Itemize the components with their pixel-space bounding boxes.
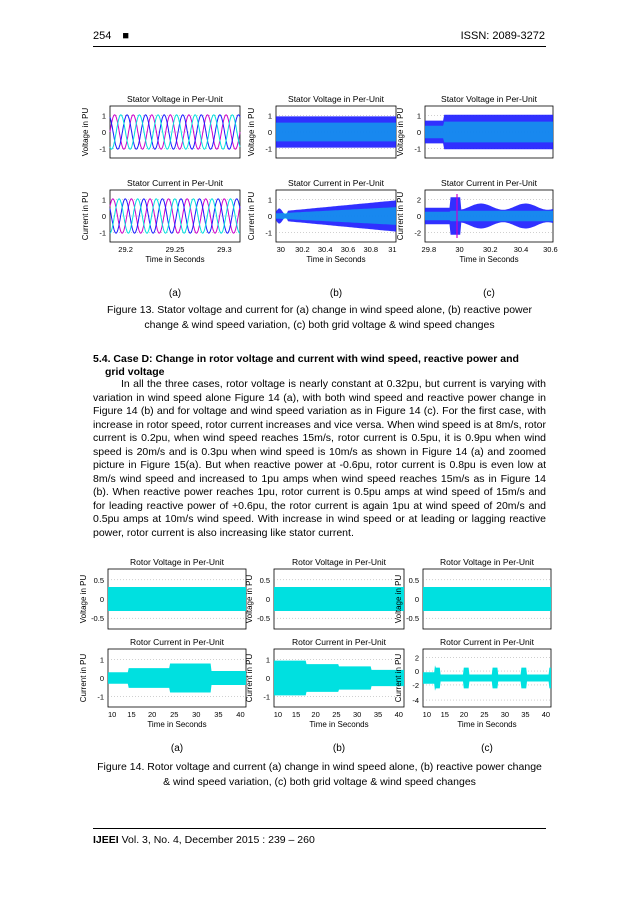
fig14-b-voltage-ytick: 0 bbox=[265, 595, 270, 604]
fig13-c-voltage-ylabel: Voltage in PU bbox=[396, 107, 405, 157]
fig14-b-voltage-ylabel: Voltage in PU bbox=[245, 574, 254, 624]
fig14-b-voltage-ytick: -0.5 bbox=[257, 614, 270, 624]
fig13-a-voltage-ytick: 0 bbox=[101, 128, 106, 137]
fig14-a-voltage-band bbox=[108, 587, 246, 611]
fig13-c-voltage-ytick: -1 bbox=[414, 144, 421, 154]
fig13-c-current-title: Stator Current in Per-Unit bbox=[441, 178, 537, 188]
fig14-a-voltage-ytick: 0.5 bbox=[93, 575, 104, 585]
fig13-b-current-ytick: 0 bbox=[267, 212, 272, 221]
fig14-a-current-xlabel: Time in Seconds bbox=[147, 720, 207, 729]
fig13-c-current-band-cyan bbox=[425, 211, 553, 221]
fig14-c-current-xtick: 35 bbox=[521, 710, 530, 719]
footer-rule bbox=[93, 828, 546, 829]
fig13-a-current-xtick: 29.3 bbox=[217, 245, 232, 254]
fig13-b-voltage-ytick: 0 bbox=[267, 128, 272, 137]
header-rule bbox=[93, 46, 546, 47]
journal-name: IJEEI bbox=[93, 834, 119, 846]
section-heading-line2: grid voltage bbox=[105, 366, 165, 378]
fig14-b-current-xtick: 40 bbox=[394, 710, 403, 719]
fig14-c-current-ytick: -2 bbox=[412, 680, 419, 690]
fig13-a-voltage-ytick: -1 bbox=[99, 144, 106, 154]
fig14-a-current-xtick: 40 bbox=[236, 710, 245, 719]
fig14-c-sublabel: (c) bbox=[481, 743, 493, 754]
fig14-a-current-xtick: 30 bbox=[192, 710, 201, 719]
fig14-c-voltage-ytick: -0.5 bbox=[406, 614, 419, 624]
fig14-c-current-ytick: 0 bbox=[414, 667, 419, 677]
figure-13-caption: Figure 13. Stator voltage and current for (a) change in wind speed alone, (b) reactive power change & wind speed variation, (c) both grid voltage & wind speed changes bbox=[107, 304, 532, 331]
fig14-b-current-xtick: 20 bbox=[311, 710, 320, 719]
fig14-b-voltage-title: Rotor Voltage in Per-Unit bbox=[291, 557, 387, 567]
journal-details: Vol. 3, No. 4, December 2015 : 239 – 260 bbox=[118, 834, 315, 846]
fig14-c-current-xlabel: Time in Seconds bbox=[457, 720, 517, 729]
fig14-a-voltage-title: Rotor Voltage in Per-Unit bbox=[129, 557, 225, 567]
fig13-b-voltage-ytick: -1 bbox=[265, 144, 272, 154]
fig14-b-voltage-band bbox=[274, 587, 404, 611]
fig13-c-current-ytick: -2 bbox=[414, 228, 421, 238]
fig14-c-current-title: Rotor Current in Per-Unit bbox=[439, 637, 535, 647]
fig14-a-current-ytick: -1 bbox=[97, 692, 104, 702]
fig13-b-current-ytick: -1 bbox=[265, 228, 272, 238]
fig14-c-voltage-ytick: 0.5 bbox=[408, 575, 419, 585]
fig13-a-voltage-ylabel: Voltage in PU bbox=[81, 107, 90, 157]
issn-label: ISSN: 2089-3272 bbox=[460, 30, 545, 42]
fig13-b-current-title: Stator Current in Per-Unit bbox=[288, 178, 384, 188]
fig13-b-voltage-band-cyan bbox=[276, 123, 396, 142]
fig13-b-voltage-ytick: 1 bbox=[267, 111, 272, 121]
fig13-b-current-xtick: 31 bbox=[388, 245, 397, 254]
fig13-c-current-xlabel: Time in Seconds bbox=[459, 255, 519, 264]
fig14-a-current-xtick: 35 bbox=[214, 710, 223, 719]
fig13-c-voltage-title: Stator Voltage in Per-Unit bbox=[441, 94, 537, 104]
fig14-c-voltage-ylabel: Voltage in PU bbox=[394, 574, 403, 624]
fig13-c-voltage-ytick: 1 bbox=[416, 111, 421, 121]
fig13-a-current-xtick: 29.2 bbox=[118, 245, 133, 254]
fig14-b-current-xtick: 25 bbox=[332, 710, 341, 719]
fig14-c-voltage-title: Rotor Voltage in Per-Unit bbox=[439, 557, 535, 567]
fig13-b-voltage-ylabel: Voltage in PU bbox=[247, 107, 256, 157]
fig13-b-current-ylabel: Current in PU bbox=[247, 191, 256, 241]
fig14-a-current-ylabel: Current in PU bbox=[79, 653, 88, 703]
fig14-b-current-ytick: 1 bbox=[265, 655, 270, 665]
fig13-c-current-xtick: 29.8 bbox=[421, 245, 437, 254]
fig14-a-sublabel: (a) bbox=[170, 743, 184, 754]
fig14-a-voltage-ytick: -0.5 bbox=[91, 614, 104, 624]
fig14-b-current-xlabel: Time in Seconds bbox=[309, 720, 369, 729]
page-header-left bbox=[93, 30, 129, 42]
fig14-b-sublabel: (b) bbox=[332, 743, 346, 754]
fig14-a-current-xtick: 20 bbox=[147, 710, 157, 719]
fig14-c-current-ylabel: Current in PU bbox=[394, 653, 403, 703]
fig13-c-current-xtick: 30.4 bbox=[513, 245, 529, 254]
section-heading-line1: 5.4. Case D: Change in rotor voltage and current with wind speed, reactive power and bbox=[93, 353, 519, 365]
fig13-c-current-ytick: 0 bbox=[416, 212, 421, 221]
figure-13 bbox=[68, 92, 558, 300]
fig14-a-current-xtick: 10 bbox=[107, 710, 117, 719]
fig14-b-voltage-ytick: 0.5 bbox=[259, 575, 270, 585]
header-marker: ■ bbox=[122, 30, 130, 42]
fig13-b-current-xtick: 30.4 bbox=[317, 245, 333, 254]
fig13-a-sublabel: (a) bbox=[168, 288, 182, 299]
fig13-a-current-ytick: 1 bbox=[101, 195, 106, 205]
fig13-a-current-title: Stator Current in Per-Unit bbox=[127, 178, 223, 188]
fig13-c-sublabel: (c) bbox=[483, 288, 495, 299]
fig14-c-voltage-band bbox=[423, 587, 551, 611]
fig13-c-current-xtick: 30 bbox=[455, 245, 464, 254]
fig14-a-voltage-ylabel: Voltage in PU bbox=[79, 574, 88, 624]
fig14-c-current-xtick: 15 bbox=[440, 710, 449, 719]
fig14-b-current-ytick: 0 bbox=[265, 674, 270, 683]
section-body: In all the three cases, rotor voltage is nearly constant at 0.32pu, but current is varying with variation in wind speed alone Figure 14 (a), with both wind speed and reactive power change in Figure 14 (b) and for voltage and wind speed variation as in Figure 14 (c). For the first case, with increase in rotor speed, rotor current increases and vice versa. When wind speed is at 8m/s, rotor current is 0.2pu, when wind speed reaches 15m/s, rotor current is 0.5pu, it is 0.9pu when wind speed is 20m/s and is 0.3pu when wind speed is 10m/s as shown in Figure 14 (a) and zoomed picture in Figure 15(a). But when reactive power at -0.6pu, rotor current is 0.8pu is even low at 8m/s wind speed and increased to 1pu amps when wind speed reaches 15m/s as in Figure 14 (b). When reactive power reaches 1pu, rotor current is 0.5pu amps at wind speed of 15m/s and for leading reactive power of +0.6pu, the rotor current is again 1pu at wind speed of 20m/s and 0.5pu amps at 10m/s wind speed. With increase in wind speed or at leading or lagging reactive power, rotor current is also increasing like stator current. bbox=[93, 378, 546, 539]
fig13-b-current-xtick: 30 bbox=[276, 245, 285, 254]
section-heading bbox=[93, 353, 546, 379]
fig13-c-current-xtick: 30.2 bbox=[482, 245, 498, 254]
fig14-b-current-xtick: 35 bbox=[373, 710, 383, 719]
fig13-a-current-ytick: 0 bbox=[101, 212, 106, 221]
fig13-a-current-ytick: -1 bbox=[99, 228, 106, 238]
fig14-c-current-ytick: -4 bbox=[412, 696, 419, 706]
fig14-b-current-xtick: 30 bbox=[353, 710, 362, 719]
fig13-a-current-ylabel: Current in PU bbox=[81, 191, 90, 241]
fig14-b-current-xtick: 15 bbox=[291, 710, 301, 719]
fig14-a-current-title: Rotor Current in Per-Unit bbox=[129, 637, 225, 647]
fig14-c-current-xtick: 30 bbox=[500, 710, 510, 719]
fig13-a-voltage-ytick: 1 bbox=[101, 111, 106, 121]
fig14-c-current-xtick: 10 bbox=[422, 710, 432, 719]
fig13-b-current-xtick: 30.6 bbox=[340, 245, 356, 254]
fig13-c-voltage-ytick: 0 bbox=[416, 128, 421, 137]
fig13-c-voltage-band-cyan bbox=[425, 122, 553, 143]
fig13-b-current-ytick: 1 bbox=[267, 195, 272, 205]
fig13-c-current-ytick: 2 bbox=[416, 195, 421, 205]
fig13-a-current-xtick: 29.25 bbox=[165, 245, 185, 254]
fig14-b-current-title: Rotor Current in Per-Unit bbox=[291, 637, 387, 647]
fig13-b-current-xlabel: Time in Seconds bbox=[306, 255, 366, 264]
fig13-b-current-xtick: 30.8 bbox=[363, 245, 379, 254]
fig13-a-current-xlabel: Time in Seconds bbox=[145, 255, 205, 264]
fig14-c-current-xtick: 20 bbox=[459, 710, 469, 719]
fig14-c-current-xtick: 25 bbox=[480, 710, 489, 719]
fig14-b-current-ytick: -1 bbox=[263, 692, 270, 702]
fig13-a-voltage-title: Stator Voltage in Per-Unit bbox=[127, 94, 223, 104]
fig14-a-current-xtick: 25 bbox=[170, 710, 179, 719]
figure-14 bbox=[68, 555, 558, 755]
fig14-a-current-ytick: 1 bbox=[99, 655, 104, 665]
page-number: 254 bbox=[93, 30, 112, 42]
fig14-a-current-xtick: 15 bbox=[127, 710, 136, 719]
fig14-b-current-xtick: 10 bbox=[273, 710, 283, 719]
figure-14-caption: Figure 14. Rotor voltage and current (a) change in wind speed alone, (b) reactive power change & wind speed variation, (c) both grid voltage & wind speed changes bbox=[97, 761, 542, 788]
fig14-c-current-xtick: 40 bbox=[541, 710, 551, 719]
fig13-c-current-ylabel: Current in PU bbox=[396, 191, 405, 241]
fig13-b-voltage-title: Stator Voltage in Per-Unit bbox=[288, 94, 384, 104]
fig13-b-sublabel: (b) bbox=[329, 288, 343, 299]
fig14-c-voltage-ytick: 0 bbox=[414, 595, 419, 604]
fig14-a-voltage-ytick: 0 bbox=[99, 595, 104, 604]
fig14-c-current-ytick: 2 bbox=[414, 653, 419, 663]
fig14-a-current-ytick: 0 bbox=[99, 674, 104, 683]
page-footer bbox=[93, 834, 315, 846]
fig14-b-current-ylabel: Current in PU bbox=[245, 653, 254, 703]
fig13-b-current-xtick: 30.2 bbox=[295, 245, 310, 254]
fig13-c-current-xtick: 30.6 bbox=[543, 245, 558, 254]
